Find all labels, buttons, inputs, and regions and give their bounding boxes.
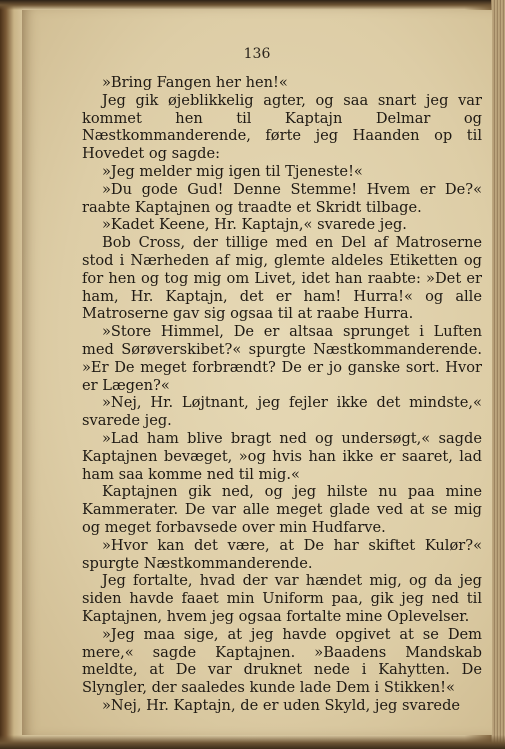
- paragraph: »Lad ham blive bragt ned og undersøgt,« sagde Kaptajnen bevæget, »og hvis han ikke er saaret, lad ham saa komme ned til mig.«: [82, 429, 482, 483]
- paragraph: Jeg gik øjeblikkelig agter, og saa snart jeg var kommet hen til Kaptajn Delmar og Næstkommanderende, førte jeg Haanden op til Hovedet og sagde:: [82, 91, 482, 163]
- paragraph: Kaptajnen gik ned, og jeg hilste nu paa mine Kammerater. De var alle meget glade ved at se mig og meget forbavsede over min Hudfarve.: [82, 483, 482, 536]
- body-text: [82, 74, 482, 715]
- page-top-shadow: [0, 0, 505, 10]
- book-page: [22, 10, 492, 735]
- paragraph: »Bring Fangen her hen!«: [102, 74, 288, 91]
- paragraph: »Store Himmel, De er altsaa sprunget i Luften med Sørøverskibet?« spurgte Næstkommanderende. »Er De meget forbrændt? De er jo ganske sort. Hvor er Lægen?«: [82, 323, 482, 394]
- page-stack-edge: [491, 0, 505, 749]
- paragraph: »Nej, Hr. Kaptajn, de er uden Skyld, jeg svarede: [102, 696, 461, 714]
- paragraph: »Jeg maa sige, at jeg havde opgivet at se Dem mere,« sagde Kaptajnen. »Baadens Mandskab meldte, at De var druknet nede i Kahytten. De Slyngler, der saaledes kunde lade Dem i Stikken!«: [82, 625, 482, 697]
- paragraph: »Jeg melder mig igen til Tjeneste!«: [102, 162, 363, 180]
- paragraph: »Du gode Gud! Denne Stemme! Hvem er De?« raabte Kaptajnen og traadte et Skridt tilbage.: [82, 180, 482, 216]
- paragraph: »Nej, Hr. Løjtnant, jeg fejler ikke det mindste,« svarede jeg.: [82, 394, 482, 430]
- paragraph: Jeg fortalte, hvad der var hændet mig, og da jeg siden havde faaet min Uniform paa, gik jeg ned til Kaptajnen, hvem jeg ogsaa fortalte mine Oplevelser.: [82, 572, 482, 625]
- page-bottom-shadow: [0, 735, 505, 749]
- page-number: 136: [243, 46, 271, 62]
- paragraph: Bob Cross, der tillige med en Del af Matroserne stod i Nærheden af mig, glemte aldeles Etiketten og for hen og tog mig om Livet, idet han raabte: »Det er ham, Hr. Kaptajn, det er ham! Hurra!« og alle Matroserne gav sig ogsaa til at raabe Hurra.: [82, 234, 482, 323]
- paragraph: »Hvor kan det være, at De har skiftet Kulør?« spurgte Næstkommanderende.: [82, 536, 482, 572]
- paragraph: »Kadet Keene, Hr. Kaptajn,« svarede jeg.: [102, 216, 407, 234]
